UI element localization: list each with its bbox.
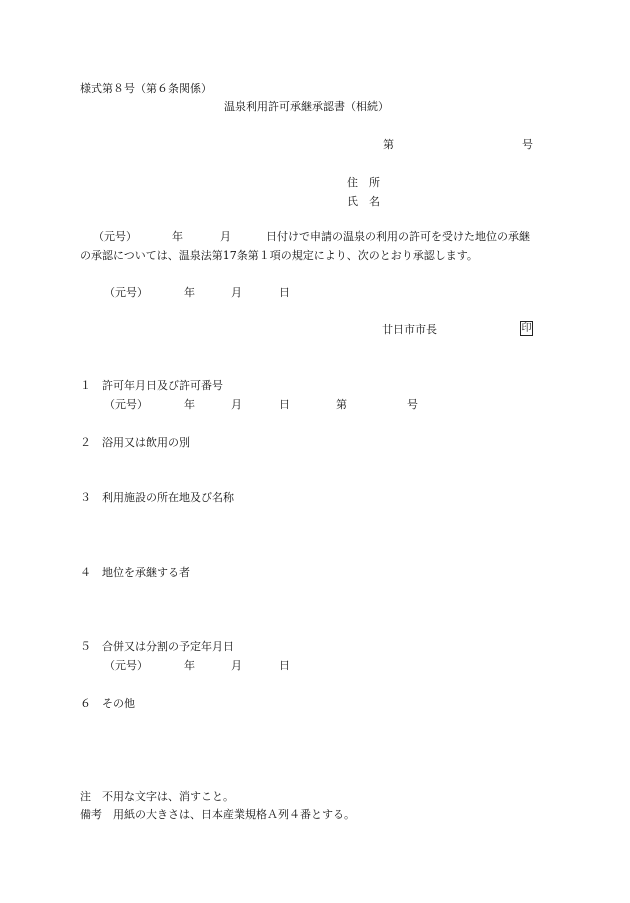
item-1-era: （元号） <box>104 398 148 411</box>
item-2-label: 浴用又は飲用の別 <box>102 436 190 449</box>
item-3-label: 利用施設の所在地及び名称 <box>102 491 234 504</box>
item-2-number: ２ <box>80 436 91 449</box>
item-5-label: 合併又は分割の予定年月日 <box>102 640 234 653</box>
item-1-tsuki: 月 <box>231 398 242 411</box>
item-1-number: １ <box>80 379 91 392</box>
document-title: 温泉利用許可承継承認書（相続） <box>224 100 389 113</box>
issue-date-hi: 日 <box>279 286 290 299</box>
item-1-nen: 年 <box>184 398 195 411</box>
item-1-go: 号 <box>407 398 418 411</box>
number-dai: 第 <box>383 138 394 151</box>
body-line2: の承認については、温泉法第17条第１項の規定により、次のとおり承認します。 <box>80 249 478 262</box>
form-number: 様式第８号（第６条関係） <box>80 82 212 95</box>
item-1-label: 許可年月日及び許可番号 <box>102 379 223 392</box>
remark-text: 備考 用紙の大きさは、日本産業規格Ａ列４番とする。 <box>80 808 355 821</box>
body-line1-rest: 日付けで申請の温泉の利用の許可を受けた地位の承継 <box>266 230 530 243</box>
item-4-label: 地位を承継する者 <box>102 566 190 579</box>
issue-date-era: （元号） <box>104 286 148 299</box>
item-3-number: ３ <box>80 491 91 504</box>
number-go: 号 <box>522 138 533 151</box>
body-era: （元号） <box>93 230 137 243</box>
item-5-hi: 日 <box>279 659 290 672</box>
item-5-nen: 年 <box>184 659 195 672</box>
issue-date-nen: 年 <box>184 286 195 299</box>
item-1-hi: 日 <box>279 398 290 411</box>
item-5-era: （元号） <box>104 659 148 672</box>
item-5-number: ５ <box>80 640 91 653</box>
item-4-number: ４ <box>80 566 91 579</box>
issuer-name: 廿日市市長 <box>382 323 437 336</box>
body-tsuki: 月 <box>220 230 231 243</box>
seal-box: 印 <box>521 323 532 334</box>
name-label: 氏 名 <box>347 195 380 208</box>
item-1-dai: 第 <box>336 398 347 411</box>
address-label: 住 所 <box>347 176 380 189</box>
item-6-label: その他 <box>102 697 135 710</box>
note-text: 注 不用な文字は、消すこと。 <box>80 790 234 803</box>
issue-date-tsuki: 月 <box>231 286 242 299</box>
item-5-tsuki: 月 <box>231 659 242 672</box>
item-6-number: ６ <box>80 697 91 710</box>
body-nen: 年 <box>172 230 183 243</box>
